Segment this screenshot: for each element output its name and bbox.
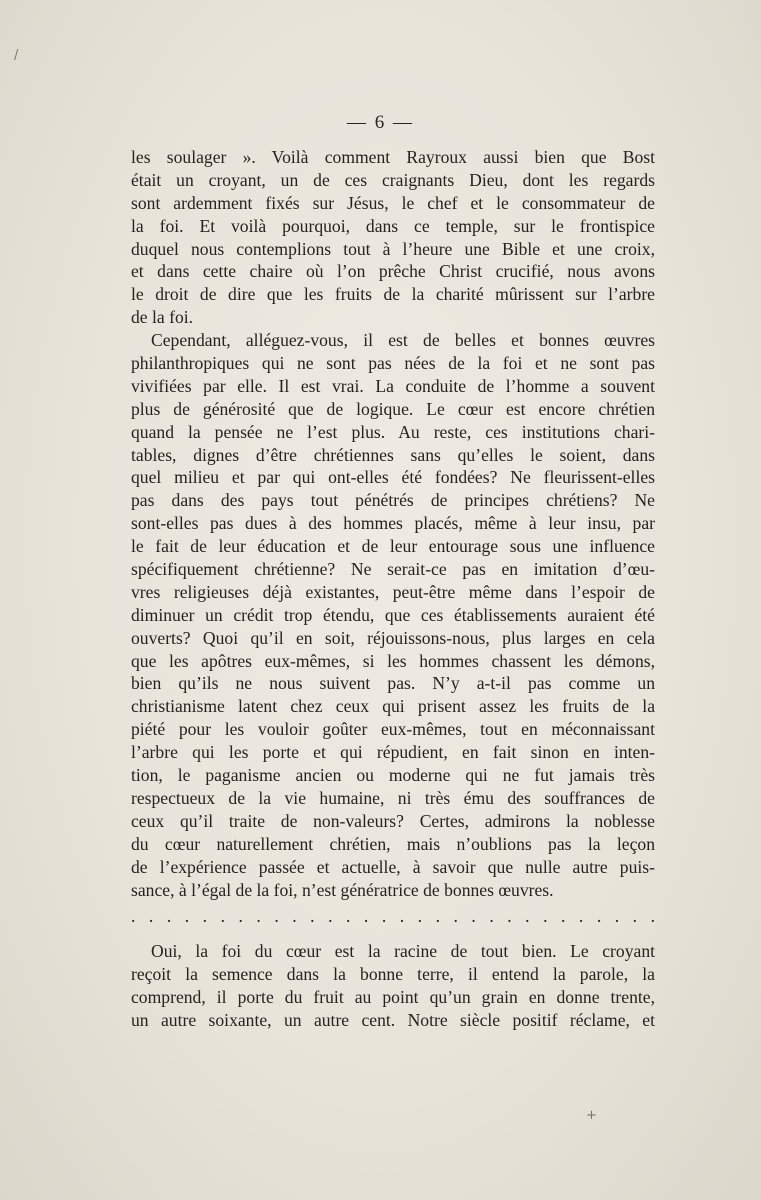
text-line: tion, le paganisme ancien ou moderne qui ne fut jamais très [131, 765, 655, 786]
text-line: du cœur naturellement chrétien, mais n’oublions pas la leçon [131, 833, 655, 854]
page-number: — 6 — [347, 112, 414, 133]
text-line: comprend, il porte du fruit au point qu’un grain en donne trente, [131, 987, 655, 1008]
paragraph-2 [131, 329, 655, 901]
text-line: Cependant, alléguez-vous, il est de belles et bonnes œuvres [151, 330, 655, 351]
text-line: ouverts? Quoi qu’il en soit, réjouissons-nous, plus larges en cela [131, 627, 655, 648]
spacer [131, 928, 655, 940]
text-line: Oui, la foi du cœur est la racine de tout bien. Le croyant [151, 941, 655, 962]
text-line: l’arbre qui les porte et qui répudient, en fait sinon en inten- [131, 742, 655, 763]
text-line: piété pour les vouloir goûter eux-mêmes, tout en méconnaissant [131, 719, 655, 740]
text-line: de la foi. [131, 307, 194, 328]
text-line: bien qu’ils ne nous suivent pas. N’y a-t-il pas comme un [131, 673, 655, 694]
text-line: tables, dignes d’être chrétiennes sans qu’elles le soient, dans [131, 444, 655, 465]
paper-speck: + [586, 1108, 597, 1123]
text-line: spécifiquement chrétienne? Ne serait-ce pas en imitation d’œu- [131, 559, 655, 580]
text-line: était un croyant, un de ces craignants Dieu, dont les regards [131, 169, 655, 190]
text-line: philanthropiques qui ne sont pas nées de la foi et ne sont pas [131, 353, 655, 374]
text-line: diminuer un crédit trop étendu, que ces établissements auraient été [131, 604, 655, 625]
text-line: un autre soixante, un autre cent. Notre siècle positif réclame, et [131, 1009, 655, 1030]
text-line: quand la pensée ne l’est plus. Au reste, ces institutions chari- [131, 421, 655, 442]
text-line: de l’expérience passée et actuelle, à savoir que nulle autre puis- [131, 856, 655, 877]
text-line: plus de générosité que de logique. Le cœur est encore chrétien [131, 398, 655, 419]
text-line: et dans cette chaire où l’on prêche Christ crucifié, nous avons [131, 261, 655, 282]
text-line: ceux qu’il traite de non-valeurs? Certes, admirons la noblesse [131, 810, 655, 831]
paragraph-3 [131, 940, 655, 1032]
text-line: vivifiées par elle. Il est vrai. La conduite de l’homme a souvent [131, 375, 655, 396]
section-separator: . . . . . . . . . . . . . . . . . . . . . . . . . . . . . . [131, 906, 655, 927]
body-text [131, 146, 655, 1032]
text-line: le droit de dire que les fruits de la charité mûrissent sur l’arbre [131, 284, 655, 305]
text-line: le fait de leur éducation et de leur entourage sous une influence [131, 536, 655, 557]
text-line: la foi. Et voilà pourquoi, dans ce temple, sur le frontispice [131, 215, 655, 236]
text-line: vres religieuses déjà existantes, peut-être même dans l’espoir de [131, 581, 655, 602]
text-line: quel milieu et par qui ont-elles été fondées? Ne fleurissent-elles [131, 467, 655, 488]
text-line: reçoit la semence dans la bonne terre, il entend la parole, la [131, 964, 655, 985]
text-line: que les apôtres eux-mêmes, si les hommes chassent les démons, [131, 650, 655, 671]
text-line: duquel nous contemplions tout à l’heure une Bible et une croix, [131, 238, 655, 259]
text-line: pas dans des pays tout pénétrés de principes chrétiens? Ne [131, 490, 655, 511]
text-line: sont ardemment fixés sur Jésus, le chef et le consommateur de [131, 192, 655, 213]
text-line: sont-elles pas dues à des hommes placés, même à leur insu, par [131, 513, 655, 534]
text-line: sance, à l’égal de la foi, n’est génératrice de bonnes œuvres. [131, 879, 554, 900]
text-line: les soulager ». Voilà comment Rayroux aussi bien que Bost [131, 147, 655, 167]
text-line: christianisme latent chez ceux qui prisent assez les fruits de la [131, 696, 655, 717]
text-line: respectueux de la vie humaine, ni très ému des souffrances de [131, 787, 655, 808]
paper-speck: / [14, 48, 19, 63]
paragraph-1 [131, 146, 655, 329]
